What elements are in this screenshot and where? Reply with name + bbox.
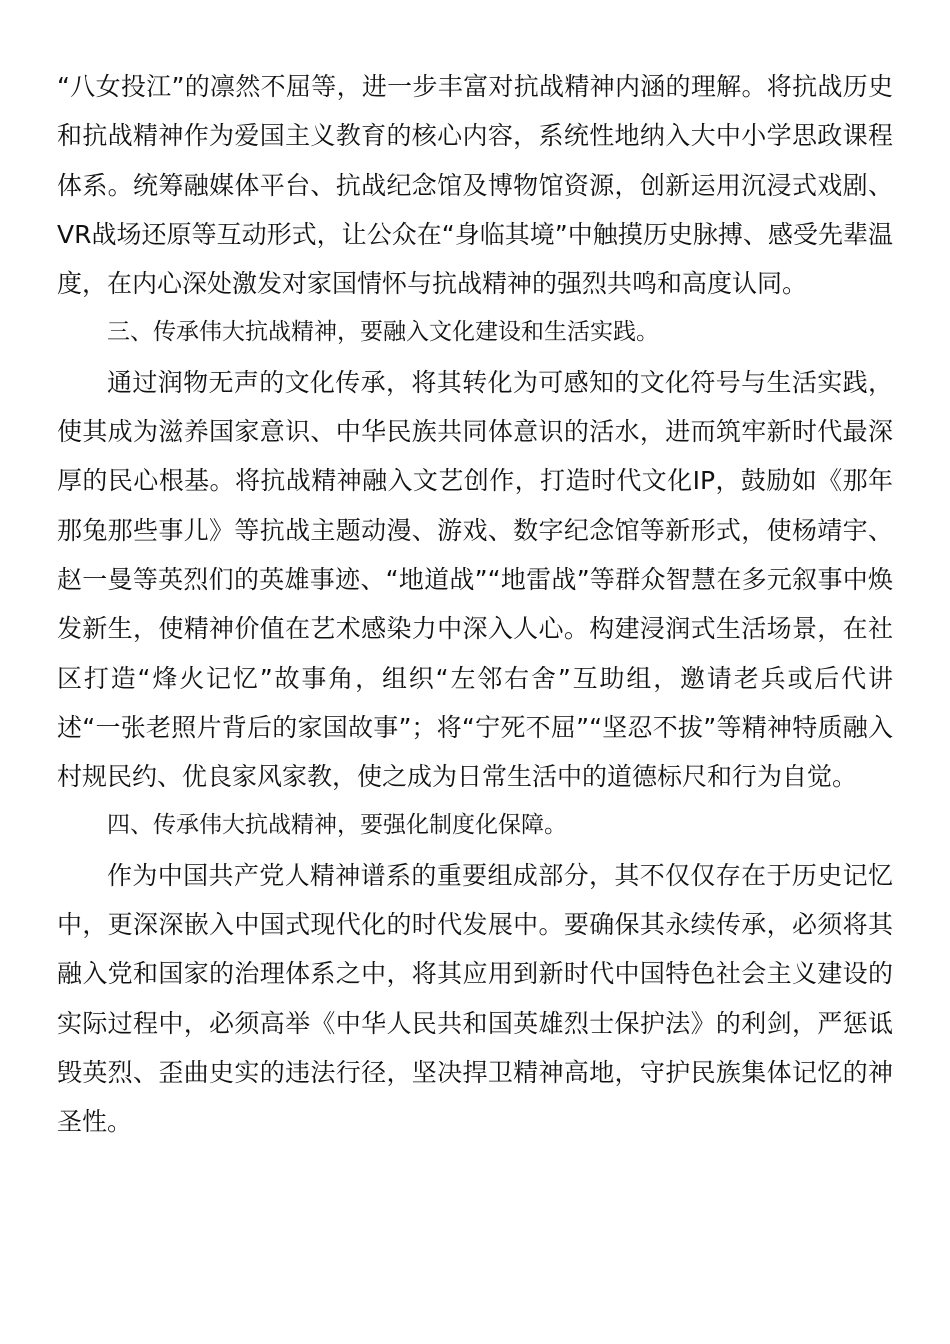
section-heading-three: 三、传承伟大抗战精神，要融入文化建设和生活实践。 [107,319,659,346]
paragraph-culture-practice: 通过润物无声的文化传承，将其转化为可感知的文化符号与生活实践，使其成为滋养国家意识、中华民族共同体意识的活水，进而筑牢新时代最深厚的民心根基。将抗战精神融入文艺创作，打造时代文化IP，鼓励如《那年那兔那些事儿》等抗战主题动漫、游戏、数字纪念馆等新形式，使杨靖宇、赵一曼等英烈们的英雄事迹、“地道战”“地雷战”等群众智慧在多元叙事中焕发新生，使精神价值在艺术感染力中深入人心。构建浸润式生活场景，在社区打造“烽火记忆”故事角，组织“左邻右舍”互助组，邀请老兵或后代讲述“一张老照片背后的家国故事”；将“宁死不屈”“坚忍不拔”等精神特质融入村规民约、优良家风家教，使之成为日常生活中的道德标尺和行为自觉。 [57,367,893,792]
paragraph-continuation: “八女投江”的凛然不屈等，进一步丰富对抗战精神内涵的理解。将抗战历史和抗战精神作为爱国主义教育的核心内容，系统性地纳入大中小学思政课程体系。统筹融媒体平台、抗战纪念馆及博物馆资源，创新运用沉浸式戏剧、VR战场还原等互动形式，让公众在“身临其境”中触摸历史脉搏、感受先辈温度，在内心深处激发对家国情怀与抗战精神的强烈共鸣和高度认同。 [57,72,893,299]
document-body [57,62,893,1147]
section-heading-four: 四、传承伟大抗战精神，要强化制度化保障。 [107,812,567,839]
paragraph-institutional-guarantee: 作为中国共产党人精神谱系的重要组成部分，其不仅仅存在于历史记忆中，更深深嵌入中国式现代化的时代发展中。要确保其永续传承，必须将其融入党和国家的治理体系之中，将其应用到新时代中国特色社会主义建设的实际过程中，必须高举《中华人民共和国英雄烈士保护法》的利剑，严惩诋毁英烈、歪曲史实的违法行径，坚决捍卫精神高地，守护民族集体记忆的神圣性。 [57,860,893,1137]
